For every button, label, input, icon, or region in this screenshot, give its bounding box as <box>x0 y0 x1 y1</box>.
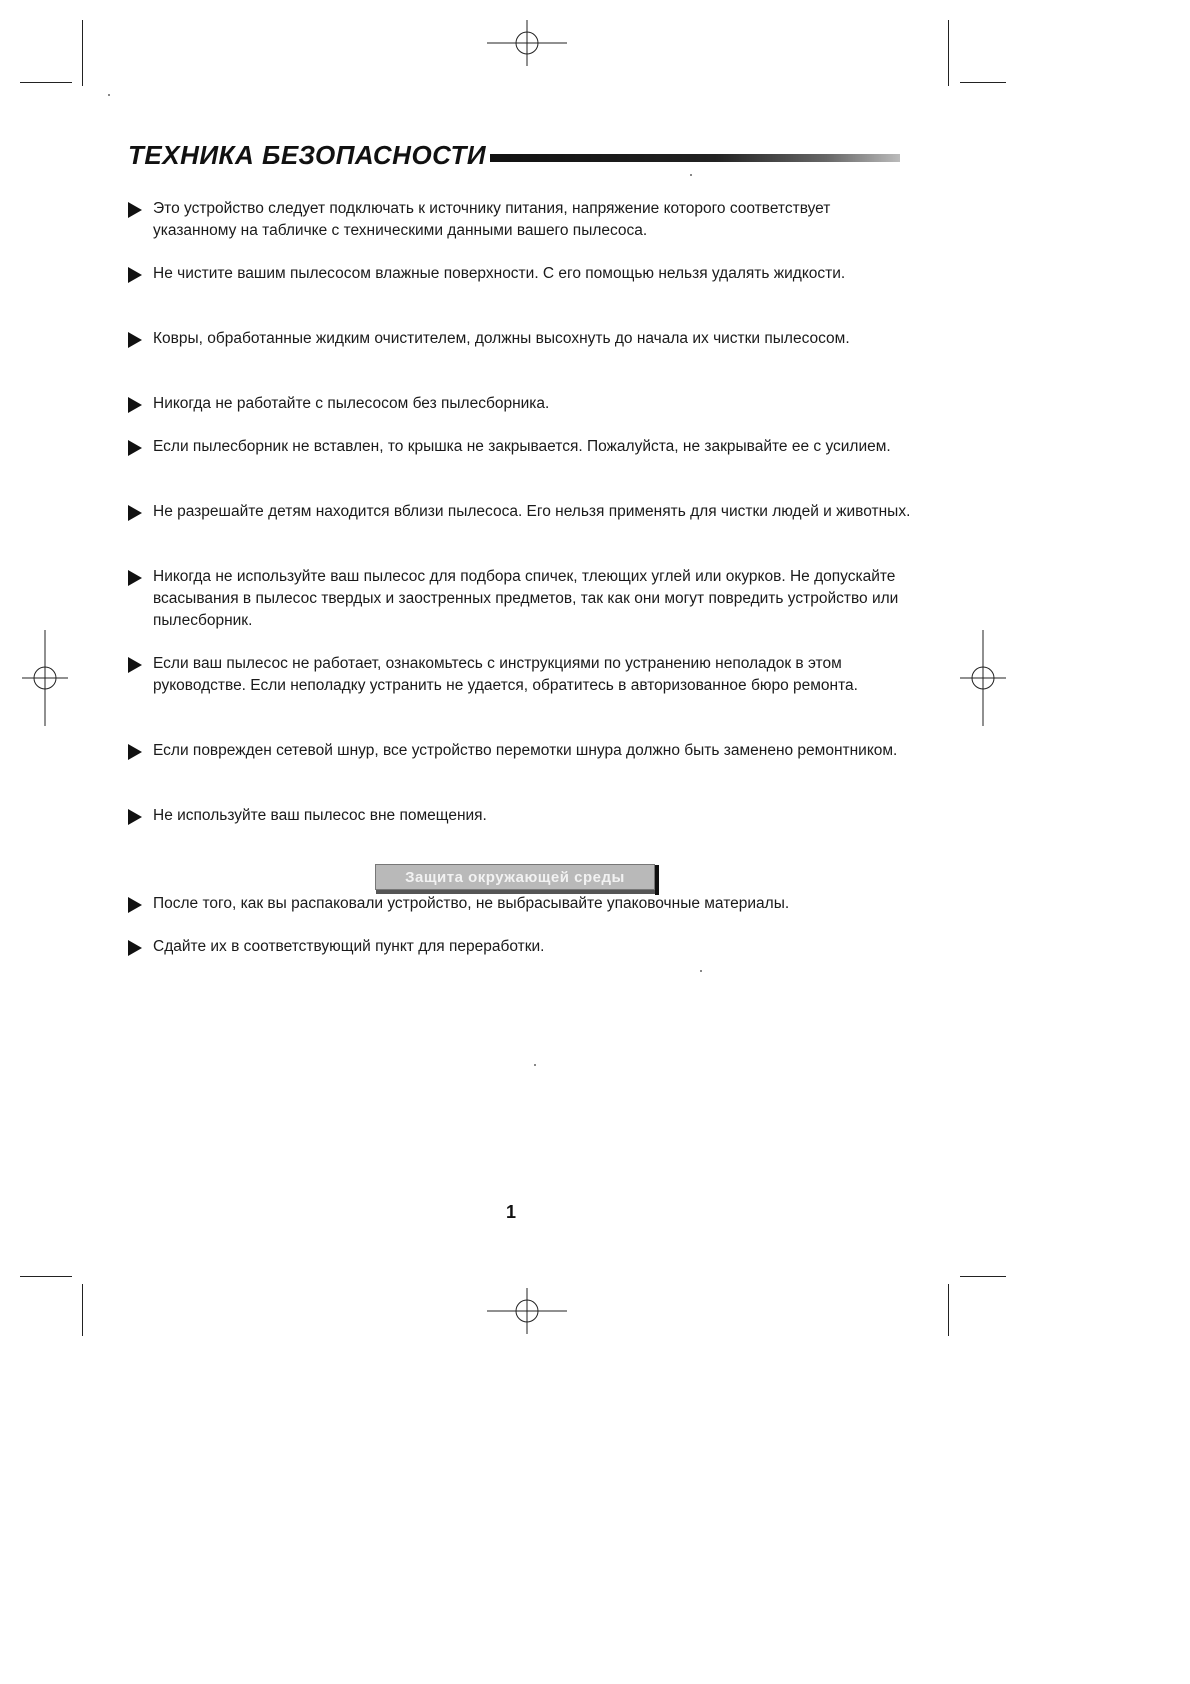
list-item-text: Если пылесборник не вставлен, то крышка не закрывается. Пожалуйста, не закрывайте ее с усилием. <box>153 438 891 455</box>
triangle-bullet-icon <box>128 397 142 413</box>
triangle-bullet-icon <box>128 940 142 956</box>
list-item-text: Никогда не работайте с пылесосом без пылесборника. <box>153 395 550 412</box>
page-number: 1 <box>506 1202 517 1222</box>
registration-mark-icon <box>22 630 68 726</box>
environment-heading <box>375 864 655 890</box>
registration-mark-icon <box>487 20 567 66</box>
list-item-text: Никогда не используйте ваш пылесос для подбора спичек, тлеющих углей или окурков. Не допускайте всасывания в пылесос твердых и заостренных предметов, так как они могут повредить устройство или пылесборник. <box>153 568 899 629</box>
triangle-bullet-icon <box>128 202 142 218</box>
triangle-bullet-icon <box>128 570 142 586</box>
scan-speck <box>700 970 702 972</box>
scan-speck <box>534 1064 536 1066</box>
triangle-bullet-icon <box>128 809 142 825</box>
list-item-text: Сдайте их в соответствующий пункт для переработки. <box>153 938 545 955</box>
registration-mark-icon <box>960 630 1006 726</box>
list-item-text: Это устройство следует подключать к источнику питания, напряжение которого соответствует указанному на табличке с техническими данными вашего пылесоса. <box>153 200 831 239</box>
list-item-text: Не используйте ваш пылесос вне помещения. <box>153 807 487 824</box>
list-item-text: Не чистите вашим пылесосом влажные поверхности. С его помощью нельзя удалять жидкости. <box>153 265 846 282</box>
list-item-text: Ковры, обработанные жидким очистителем, должны высохнуть до начала их чистки пылесосом. <box>153 330 850 347</box>
title-rule <box>490 154 900 162</box>
list-item-text: Если поврежден сетевой шнур, все устройство перемотки шнура должно быть заменено ремонтником. <box>153 742 898 759</box>
list-item-text: После того, как вы распаковали устройство, не выбрасывайте упаковочные материалы. <box>153 895 790 912</box>
registration-mark-icon <box>487 1288 567 1334</box>
triangle-bullet-icon <box>128 505 142 521</box>
triangle-bullet-icon <box>128 267 142 283</box>
scan-speck <box>108 94 110 96</box>
environment-heading-label: Защита окружающей среды <box>405 868 625 886</box>
list-item-text: Не разрешайте детям находится вблизи пылесоса. Его нельзя применять для чистки людей и животных. <box>153 503 911 520</box>
page-title: ТЕХНИКА БЕЗОПАСНОСТИ <box>128 140 487 170</box>
triangle-bullet-icon <box>128 897 142 913</box>
triangle-bullet-icon <box>128 332 142 348</box>
triangle-bullet-icon <box>128 440 142 456</box>
triangle-bullet-icon <box>128 657 142 673</box>
page-heading <box>128 140 908 180</box>
triangle-bullet-icon <box>128 744 142 760</box>
list-item-text: Если ваш пылесос не работает, ознакомьтесь с инструкциями по устранению неполадок в этом руководстве. Если неполадку устранить не удается, обратитесь в авторизованное бюро ремонта. <box>153 655 858 694</box>
